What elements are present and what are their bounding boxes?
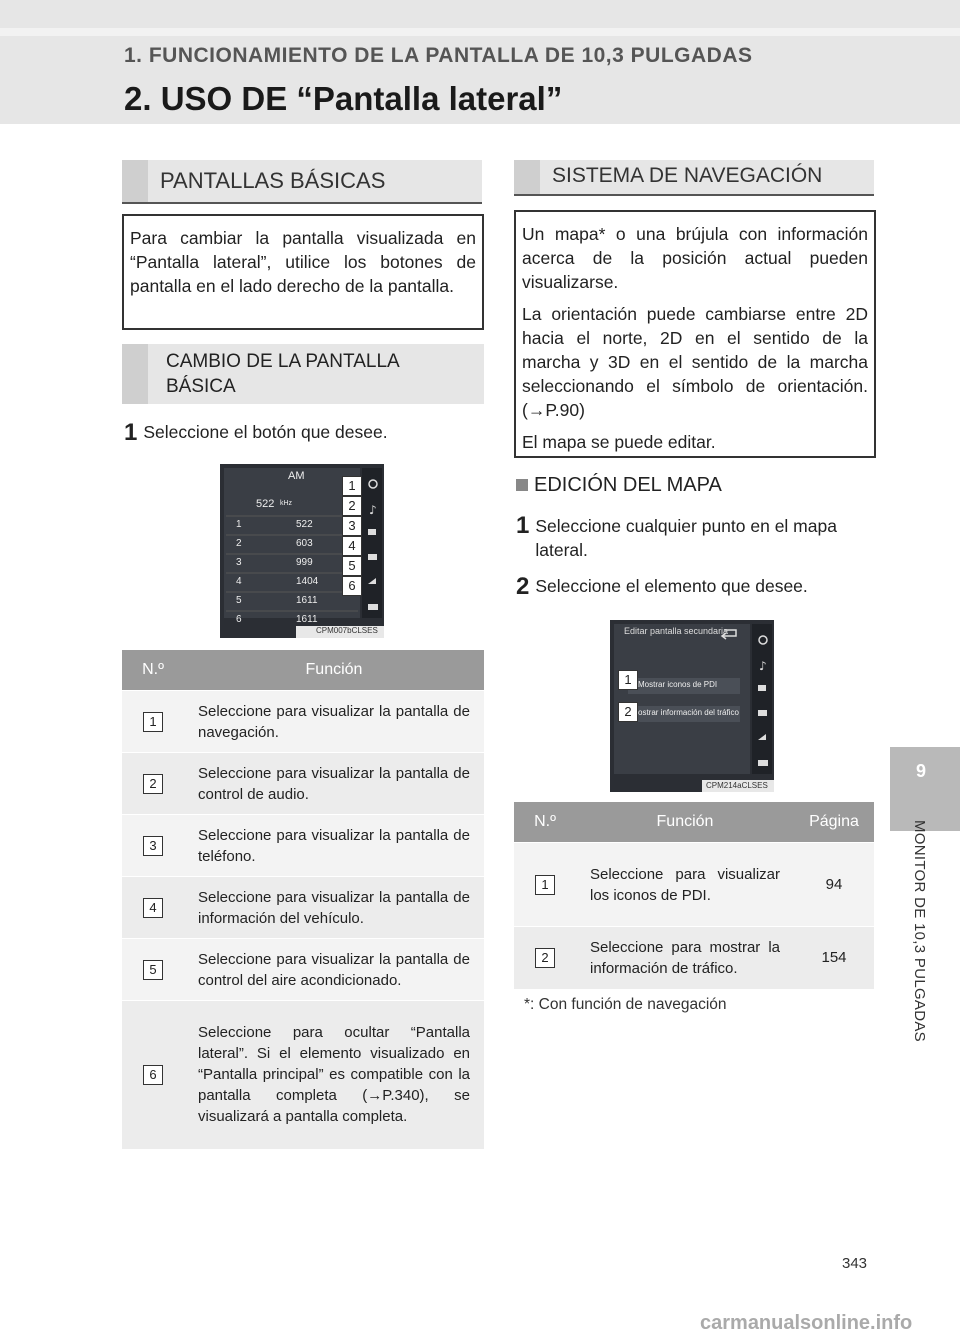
number-box: 5 [143,960,163,980]
row-page: 154 [794,927,874,989]
row-number [514,927,576,989]
callout-6: 6 [342,576,362,596]
menu-item-traffic: ostrar información del tráfico [638,708,739,717]
chapter-tab [890,747,960,831]
nav-info-box [514,210,876,458]
audio-unit: kHz [280,500,293,507]
preset-row[interactable] [220,554,360,573]
menu-item-poi: Mostrar iconos de PDI [638,680,718,689]
table-row [122,753,484,815]
subheading-line1: CAMBIO DE LA PANTALLA [166,351,400,372]
callout-5: 5 [342,556,362,576]
row-function: Seleccione para visualizar la pantalla de control del aire acondicionado. [184,939,484,1001]
image-code: CPM007bCLSES [316,626,378,635]
row-function: Seleccione para visualizar los iconos de PDI. [576,843,794,927]
preset-frequency: 1611 [296,595,318,606]
preset-number: 3 [236,557,242,568]
preset-frequency: 999 [296,557,313,568]
preset-frequency: 1611 [296,614,318,625]
heading-text: SISTEMA DE NAVEGACIÓN [552,164,823,187]
number-box: 3 [143,836,163,856]
chapter-title: 1. FUNCIONAMIENTO DE LA PANTALLA DE 10,3 PULGADAS [124,44,753,67]
chapter-tab-text: MONITOR DE 10,3 PULGADAS [911,820,928,1042]
col-header-no: N.º [122,650,184,691]
subheading-change [122,344,484,404]
step-text: Seleccione el botón que desee. [143,422,388,442]
map-edit-heading [516,474,722,497]
svg-text:♪: ♪ [369,503,377,517]
nav-para-3: El mapa se puede editar. [522,432,716,452]
callout-2: 2 [618,702,638,722]
number-box: 4 [143,898,163,918]
svg-text:♪: ♪ [759,659,767,673]
section-title: 2. USO DE “Pantalla lateral” [124,80,563,117]
preset-number: 5 [236,595,242,606]
section-heading-nav [514,160,874,196]
preset-list [220,516,360,630]
number-box: 2 [535,948,555,968]
right-step-1 [516,514,876,562]
row-number [122,877,184,939]
col-header-function: Función [184,650,484,691]
right-function-table [514,802,874,989]
step-text: Seleccione el elemento que desee. [535,576,808,596]
number-box: 1 [535,875,555,895]
nav-para-2: La orientación puede cambiarse entre 2D hacia el norte, 2D en el sentido de la marcha y 3D en el sentido de la marcha seleccionando el símbolo de orientación.(→P.90) [522,304,868,420]
step-text: Seleccione cualquier punto en el mapa lateral. [535,516,837,560]
audio-frequency: 522 [256,498,275,510]
audio-band-label: AM [288,470,305,482]
table-row [122,815,484,877]
table-row [514,927,874,989]
step-number: 1 [516,512,530,539]
col-header-page: Página [794,802,874,843]
table-row [514,843,874,927]
image-code: CPM214aCLSES [706,781,768,790]
preset-row[interactable] [220,592,360,611]
preset-number: 1 [236,519,242,530]
page-number: 343 [842,1255,868,1272]
subheading-text: EDICIÓN DEL MAPA [534,474,722,496]
nav-para-1: Un mapa* o una brújula con información acerca de la posición actual pueden visualizarse. [522,224,868,292]
row-number [122,939,184,1001]
row-number [122,691,184,753]
table-row [122,939,484,1001]
row-number [122,1001,184,1149]
number-box: 6 [143,1065,163,1085]
preset-number: 4 [236,576,242,587]
watermark: carmanualsonline.info [700,1312,913,1334]
chapter-tab-number: 9 [916,761,927,781]
table-row [122,877,484,939]
preset-row[interactable] [220,573,360,592]
col-header-no: N.º [514,802,576,843]
row-function: Seleccione para ocultar “Pantalla lateral”. Si el elemento visualizado en “Pantalla principal” es compatible con la pantalla completa (→P.340), se visualizará a pantalla completa. [184,1001,484,1149]
left-step-1 [124,420,484,445]
preset-number: 6 [236,614,242,625]
col-header-function: Función [576,802,794,843]
preset-row[interactable] [220,516,360,535]
left-function-table [122,650,484,1149]
callout-3: 3 [342,516,362,536]
row-page: 94 [794,843,874,927]
callout-2: 2 [342,496,362,516]
number-box: 2 [143,774,163,794]
preset-row[interactable] [220,535,360,554]
number-box: 1 [143,712,163,732]
subheading-line2: BÁSICA [166,376,236,397]
preset-number: 2 [236,538,242,549]
row-function: Seleccione para visualizar la pantalla de información del vehículo. [184,877,484,939]
callout-1: 1 [618,670,638,690]
callout-1: 1 [342,476,362,496]
step-number: 1 [124,419,138,446]
row-function: Seleccione para visualizar la pantalla de control de audio. [184,753,484,815]
preset-frequency: 603 [296,538,313,549]
section-heading-basic [122,160,482,204]
preset-frequency: 522 [296,519,313,530]
heading-text: PANTALLAS BÁSICAS [160,168,386,193]
intro-box [122,214,484,330]
audio-screen-image [220,464,384,638]
row-function: Seleccione para visualizar la pantalla de navegación. [184,691,484,753]
right-step-2 [516,574,876,599]
intro-text: Para cambiar la pantalla visualizada en “Pantalla lateral”, utilice los botones de pantalla en el lado derecho de la pantalla. [130,228,476,296]
row-number [122,815,184,877]
row-number [514,843,576,927]
preset-frequency: 1404 [296,576,319,587]
row-function: Seleccione para mostrar la información de tráfico. [576,927,794,989]
table-row [122,691,484,753]
edit-screen-title: Editar pantalla secundaria [624,626,729,636]
footnote: *: Con función de navegación [524,996,727,1013]
step-number: 2 [516,573,530,600]
edit-screen-image [610,620,774,792]
table-row [122,1001,484,1149]
row-number [122,753,184,815]
row-function: Seleccione para visualizar la pantalla de teléfono. [184,815,484,877]
callout-4: 4 [342,536,362,556]
